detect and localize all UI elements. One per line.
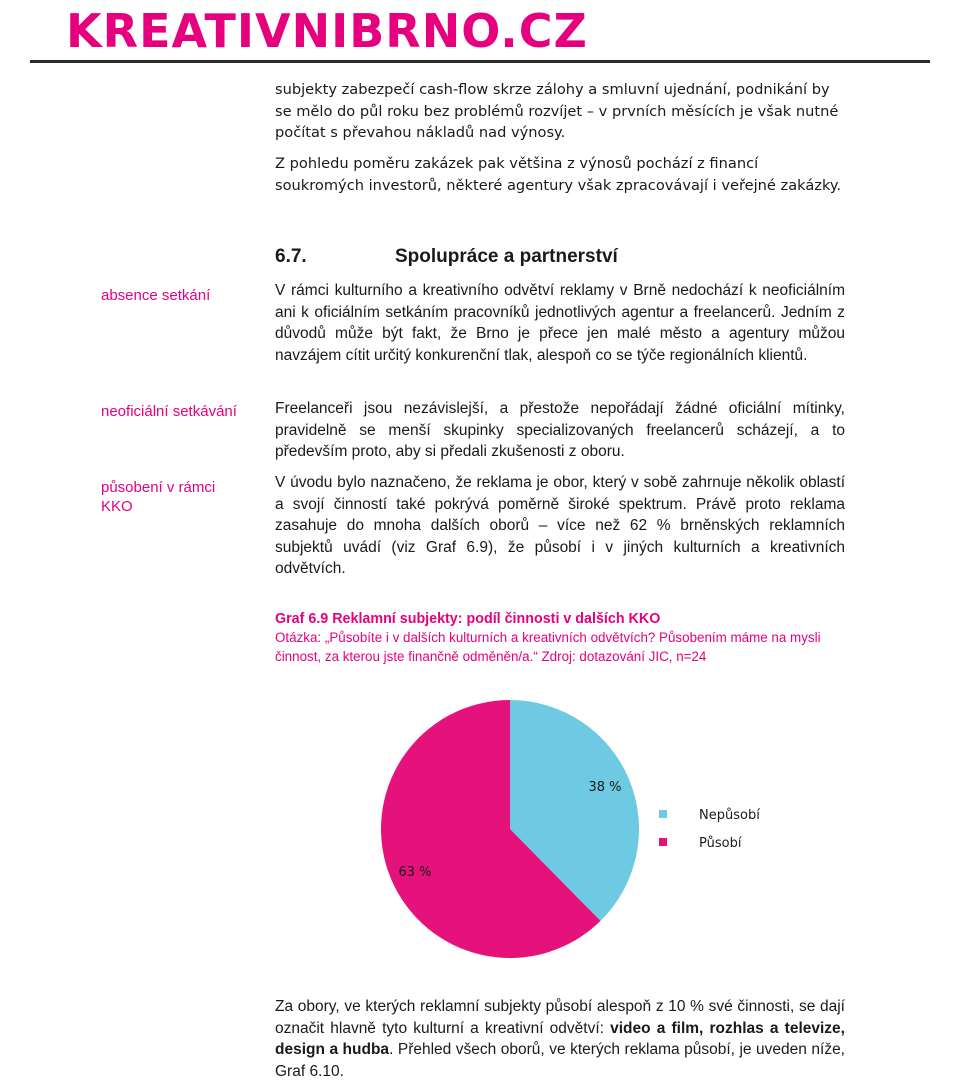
margin-note-kko: působení v rámci KKO: [101, 479, 216, 515]
figure-title: Graf 6.9 Reklamní subjekty: podíl činnosti v dalších KKO: [275, 611, 661, 627]
paragraph-no-meetings: V rámci kulturního a kreativního odvětví reklamy v Brně nedochází k neoficiálním ani k oficiálním setkáním pracovníků jednotlivých agentur a freelancerů. Jedním z důvodů může být fakt, že Brno je přece jen malé město a agentury můžou navzájem cítit určitý konkurenční tlak, alespoň co se týče regionálních klientů.: [275, 282, 845, 364]
section-title: Spolupráce a partnerství: [395, 246, 618, 267]
margin-note-absence: absence setkání: [101, 287, 211, 304]
margin-note-unofficial: neoficiální setkávání: [101, 403, 237, 420]
site-logo: KREATIVNIBRNO.CZ: [66, 4, 588, 58]
paragraph-fields-end: . Přehled všech oborů, ve kterých reklama působí, je uveden níže, Graf 6.10.: [275, 1041, 845, 1080]
paragraph-investors: Z pohledu poměru zakázek pak většina z výnosů pochází z financí soukromých investorů, některé agentury však zpracovávají i veřejné zakázky.: [275, 155, 842, 194]
paragraph-overlap: V úvodu bylo naznačeno, že reklama je obor, který v sobě zahrnuje několik oblastí a svojí činností také pokrývá poměrně široké spektrum. Právě proto reklama zasahuje do mnoha dalších oborů – více než 62 % brněnských reklamních subjektů uvádí (viz Graf 6.9), že působí i v jiných kulturních a kreativních odvětvích.: [275, 474, 845, 577]
paragraph-fields-start: Za obory, ve kterých reklamní subjekty působí alespoň z 10 % své činnosti, se dají označit hlavně tyto kulturní a kreativní odvětví:: [275, 998, 845, 1037]
figure-question: Otázka: „Působíte i v dalších kulturních a kreativních odvětvích? Působením máme na mysli činnost, za kterou jste finančně odměněn/a.“ Zdroj: dotazování JIC, n=24: [275, 630, 821, 664]
legend-swatch-nepusobi: [659, 810, 667, 818]
legend-label-nepusobi: Nepůsobí: [699, 808, 760, 823]
paragraph-fields: [275, 996, 845, 1082]
pie-label-nepusobi: 38 %: [588, 780, 622, 795]
section-number: 6.7.: [275, 246, 307, 267]
legend-label-pusobi: Působí: [699, 836, 742, 851]
paragraph-fields-highlight: video a film, rozhlas a televize, design a hudba: [275, 1019, 845, 1058]
legend-swatch-pusobi: [659, 838, 667, 846]
paragraph-cashflow: subjekty zabezpečí cash-flow skrze zálohy a smluvní ujednání, podnikání by se mělo do půl roku bez problémů rozvíjet – v prvních měsících je však nutné počítat s převahou nákladů nad výnosy.: [275, 81, 839, 142]
paragraph-freelancers: Freelanceři jsou nezávislejší, a přestože nepořádají žádné oficiální mítinky, pravidelně se menší skupinky specializovaných freelancerů scházejí, a to především proto, aby si předali zkušenosti z oboru.: [275, 400, 845, 460]
pie-label-pusobi: 63 %: [398, 865, 432, 880]
